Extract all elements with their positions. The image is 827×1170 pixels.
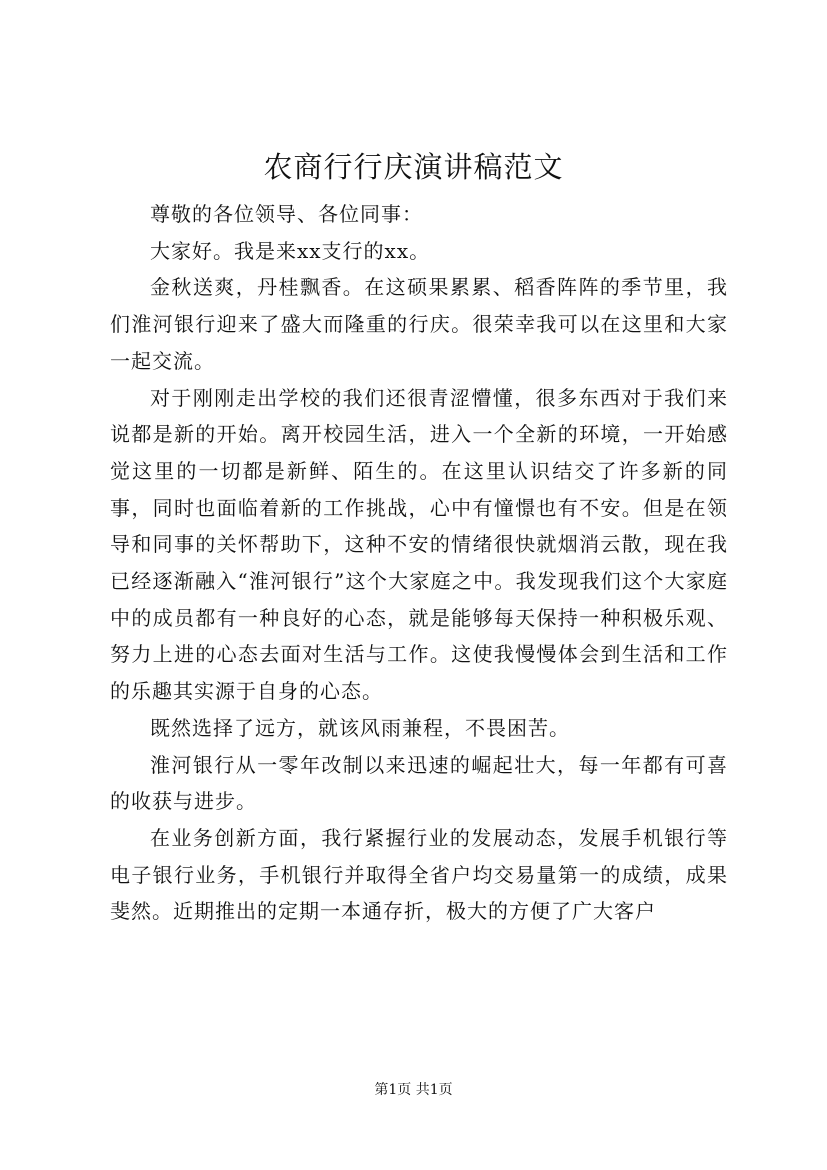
document-body bbox=[110, 196, 728, 930]
page-footer: 第1页 共1页 bbox=[374, 1082, 453, 1098]
page-title: 农商行行庆演讲稿范文 bbox=[263, 150, 564, 184]
paragraph-experience: 对于刚刚走出学校的我们还很青涩懵懂，很多东西对于我们来说都是新的开始。离开校园生活，进入一个全新的环境，一开始感觉这里的一切都是新鲜、陌生的。在这里认识结交了许多新的同事，同时也面临着新的工作挑战，心中有憧憬也有不安。但是在领导和同事的关怀帮助下，这种不安的情绪很快就烟消云散，现在我已经逐渐融入“淮河银行”这个大家庭之中。我发现我们这个大家庭中的成员都有一种良好的心态，就是能够每天保持一种积极乐观、努力上进的心态去面对生活与工作。这使我慢慢体会到生活和工作的乐趣其实源于自身的心态。 bbox=[110, 385, 728, 704]
paragraph-resolve: 既然选择了远方，就该风雨兼程，不畏困苦。 bbox=[150, 715, 570, 740]
paragraph-greeting: 大家好。我是来xx支行的xx。 bbox=[150, 238, 431, 263]
paragraph-growth: 淮河银行从一零年改制以来迅速的崛起壮大，每一年都有可喜的收获与进步。 bbox=[110, 752, 728, 814]
paragraph-salutation: 尊敬的各位领导、各位同事： bbox=[150, 202, 423, 226]
paragraph-innovation: 在业务创新方面，我行紧握行业的发展动态，发展手机银行等电子银行业务，手机银行并取得全省户均交易量第一的成绩，成果斐然。近期推出的定期一本通存折，极大的方便了广大客户 bbox=[110, 825, 728, 924]
paragraph-autumn: 金秋送爽，丹桂飘香。在这硕果累累、稻香阵阵的季节里，我们淮河银行迎来了盛大而隆重的行庆。很荣幸我可以在这里和大家一起交流。 bbox=[110, 275, 728, 373]
